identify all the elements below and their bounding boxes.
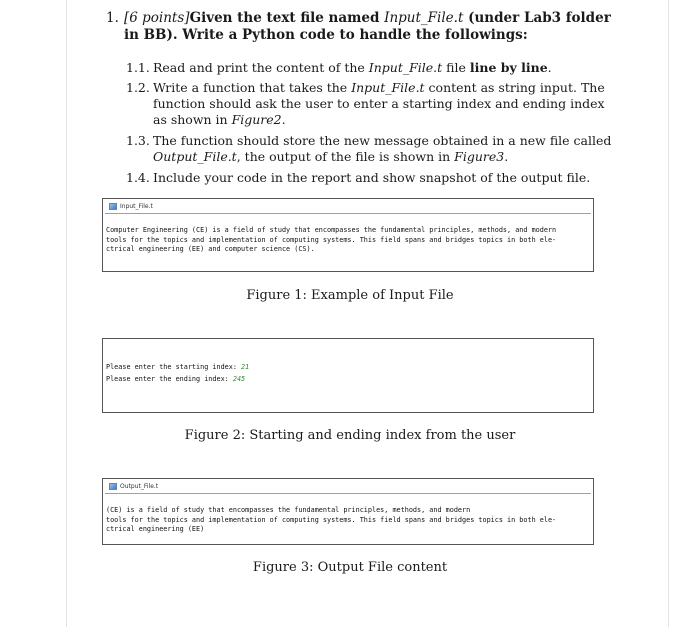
notepad-icon	[109, 203, 117, 210]
question-tail: (under Lab3 folder in BB). Write a Python code to handle the followings:	[124, 10, 611, 43]
figure2-end-value: 245	[232, 375, 246, 383]
figure3-caption: Figure 3: Output File content	[252, 560, 448, 575]
page-right-edge	[668, 0, 669, 627]
question-points: [6 points]	[124, 10, 190, 26]
figure2-caption: Figure 2: Starting and ending index from the user	[184, 428, 516, 443]
figure1-line-1: Computer Engineering (CE) is a field of study that encompasses the fundamental principles, methods, and modern	[106, 226, 557, 234]
figure2-end-line: Please enter the ending index: 245	[106, 375, 246, 383]
figure3-output-file-window	[102, 478, 594, 545]
figure1-line-3: ctrical engineering (EE) and computer science (CS).	[106, 245, 315, 253]
figure2-console-window	[102, 338, 594, 413]
sub-item-3: 1.3. The function should store the new message obtained in a new file called Output_File.t, the output of the file is shown in Figure3.	[126, 133, 612, 164]
page-left-edge	[66, 0, 67, 627]
figure1-caption: Figure 1: Example of Input File	[246, 288, 454, 303]
sub-item-1: 1.1. Read and print the content of the Input_File.t file line by line.	[126, 60, 552, 75]
figure1-window-title: Input_File.t	[120, 203, 153, 210]
figure3-line-1: (CE) is a field of study that encompasses the fundamental principles, methods, and modern	[106, 506, 471, 514]
figure3-line-3: ctrical engineering (EE)	[106, 525, 205, 533]
sub-item-2: 1.2. Write a function that takes the Input_File.t content as string input. The function should ask the user to enter a starting index and ending index as shown in Figure2.	[126, 80, 605, 127]
question-lead: Given the text file named	[189, 10, 385, 26]
question-number: 1.	[106, 10, 119, 26]
figure2-start-value: 21	[241, 363, 250, 371]
figure3-window-title: Output_File.t	[120, 483, 159, 490]
notepad-icon	[109, 483, 117, 490]
figure2-start-line: Please enter the starting index: 21	[106, 363, 250, 371]
figure3-line-2: tools for the topics and implementation of computing systems. This field spans and bridges topics in both ele-	[106, 515, 557, 524]
question-heading	[106, 10, 626, 44]
sub-item-4: 1.4. Include your code in the report and show snapshot of the output file.	[126, 170, 591, 185]
figure1-input-file-window	[102, 198, 594, 272]
question-file-name: Input_File.t	[384, 10, 464, 26]
figure1-line-2: tools for the topics and implementation of computing systems. This field spans and bridges topics in both ele-	[106, 235, 557, 244]
